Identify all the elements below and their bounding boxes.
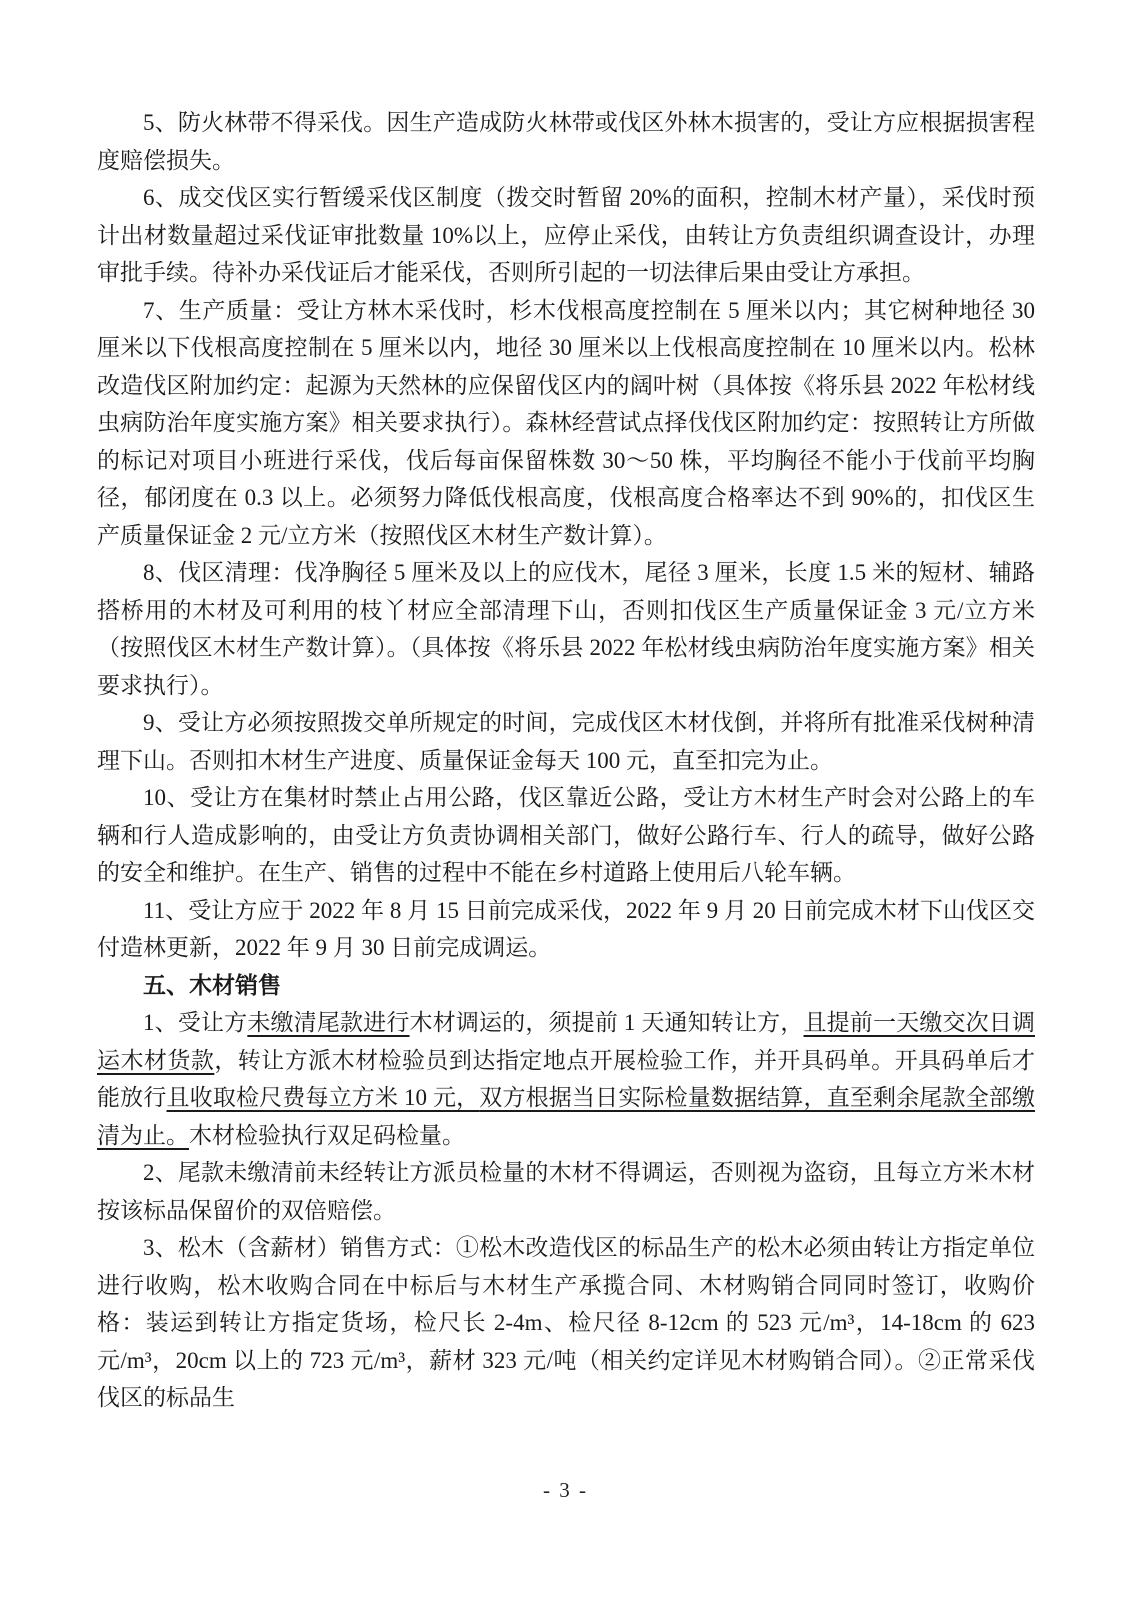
underlined-text-run: 且提前一天缴交次日调运木材货款: [97, 1010, 1036, 1073]
paragraph-sales-clause-3: [97, 1229, 1035, 1417]
paragraph-clause-5: [97, 104, 1035, 179]
text-run: ，转让方派木材检验员到达指定地点开展检验工作，并开具码单。开具码单后才能放行: [97, 1047, 1036, 1110]
page-footer: [0, 1478, 1131, 1503]
paragraph-clause-11: [97, 892, 1035, 967]
paragraph-clause-6: [97, 179, 1035, 292]
paragraph-sales-clause-1: [97, 1004, 1035, 1154]
paragraph-clause-9: [97, 704, 1035, 779]
text-run: 5、防火林带不得采伐。因生产造成防火林带或伐区外林木损害的，受让方应根据损害程度赔偿损失。: [97, 110, 1035, 173]
text-run: 木材检验执行双足码检量。: [189, 1122, 465, 1148]
text-run: 6、成交伐区实行暂缓采伐区制度（拨交时暂留 20%的面积，控制木材产量），采伐时预计出材数量超过采伐证审批数量 10%以上，应停止采伐，由转让方负责组织调查设计，办理审批手续。待补办采伐证后才能采伐，否则所引起的一切法律后果由受让方承担。: [97, 185, 1035, 285]
text-run: 8、伐区清理：伐净胸径 5 厘米及以上的应伐木，尾径 3 厘米，长度 1.5 米的短材、辅路搭桥用的木材及可利用的枝丫材应全部清理下山，否则扣伐区生产质量保证金 3 元/立方米（按照伐区木材生产数计算）。（具体按《将乐县 2022 年松材线虫病防治年度实施方案》相关要求执行）。: [97, 560, 1035, 698]
text-run: 11、受让方应于 2022 年 8 月 15 日前完成采伐，2022 年 9 月 20 日前完成木材下山伐区交付造林更新，2022 年 9 月 30 日前完成调运。: [97, 897, 1035, 960]
text-run: 3、松木（含薪材）销售方式：①松木改造伐区的标品生产的松木必须由转让方指定单位进行收购，松木收购合同在中标后与木材生产承揽合同、木材购销合同同时签订，收购价格：装运到转让方指定货场，检尺长 2-4m、检尺径 8-12cm 的 523 元/m³，14-18cm 的 623 元/m³，20cm 以上的 723 元/m³，薪材 323 元/吨（相关约定详见木材购销合同）。②正常采伐伐区的标品生: [97, 1235, 1035, 1410]
text-run: 7、生产质量：受让方林木采伐时，杉木伐根高度控制在 5 厘米以内；其它树种地径 30 厘米以下伐根高度控制在 5 厘米以内，地径 30 厘米以上伐根高度控制在 10 厘米以内。松林改造伐区附加约定：起源为天然林的应保留伐区内的阔叶树（具体按《将乐县 2022 年松材线虫病防治年度实施方案》相关要求执行）。森林经营试点择伐伐区附加约定：按照转让方所做的标记对项目小班进行采伐，伐后每亩保留株数 30～50 株，平均胸径不能小于伐前平均胸径，郁闭度在 0.3 以上。必须努力降低伐根高度，伐根高度合格率达不到 90%的，扣伐区生产质量保证金 2 元/立方米（按照伐区木材生产数计算）。: [97, 297, 1035, 548]
text-run: 10、受让方在集材时禁止占用公路，伐区靠近公路，受让方木材生产时会对公路上的车辆和行人造成影响的，由受让方负责协调相关部门，做好公路行车、行人的疏导，做好公路的安全和维护。在生产、销售的过程中不能在乡村道路上使用后八轮车辆。: [97, 785, 1035, 885]
text-run: 1、受让方: [143, 1010, 248, 1035]
underlined-text-run: 未缴清尾款进行: [247, 1010, 410, 1035]
text-run: 五、木材销售: [143, 972, 281, 998]
paragraph-clause-10: [97, 779, 1035, 892]
paragraph-clause-8: [97, 554, 1035, 704]
page-number: - 3 -: [543, 1478, 588, 1502]
text-run: 2、尾款未缴清前未经转让方派员检量的木材不得调运，否则视为盗窃，且每立方米木材按该标品保留价的双倍赔偿。: [97, 1160, 1035, 1223]
paragraph-section-heading-timber-sales: [97, 967, 1035, 1005]
document-body: [97, 104, 1035, 1417]
underlined-text-run: 双方根据当日实际检量数据结算，直至剩余尾款全部缴清为止。: [97, 1085, 1036, 1148]
text-run: 木材调运的，须提前 1 天通知转让方，: [409, 1010, 804, 1035]
text-run: 9、受让方必须按照拨交单所规定的时间，完成伐区木材伐倒，并将所有批准采伐树种清理下山。否则扣木材生产进度、质量保证金每天 100 元，直至扣完为止。: [97, 710, 1035, 773]
underlined-text-run: 且收取检尺费每立方米 10 元，: [166, 1085, 480, 1110]
paragraph-sales-clause-2: [97, 1154, 1035, 1229]
paragraph-clause-7: [97, 292, 1035, 555]
